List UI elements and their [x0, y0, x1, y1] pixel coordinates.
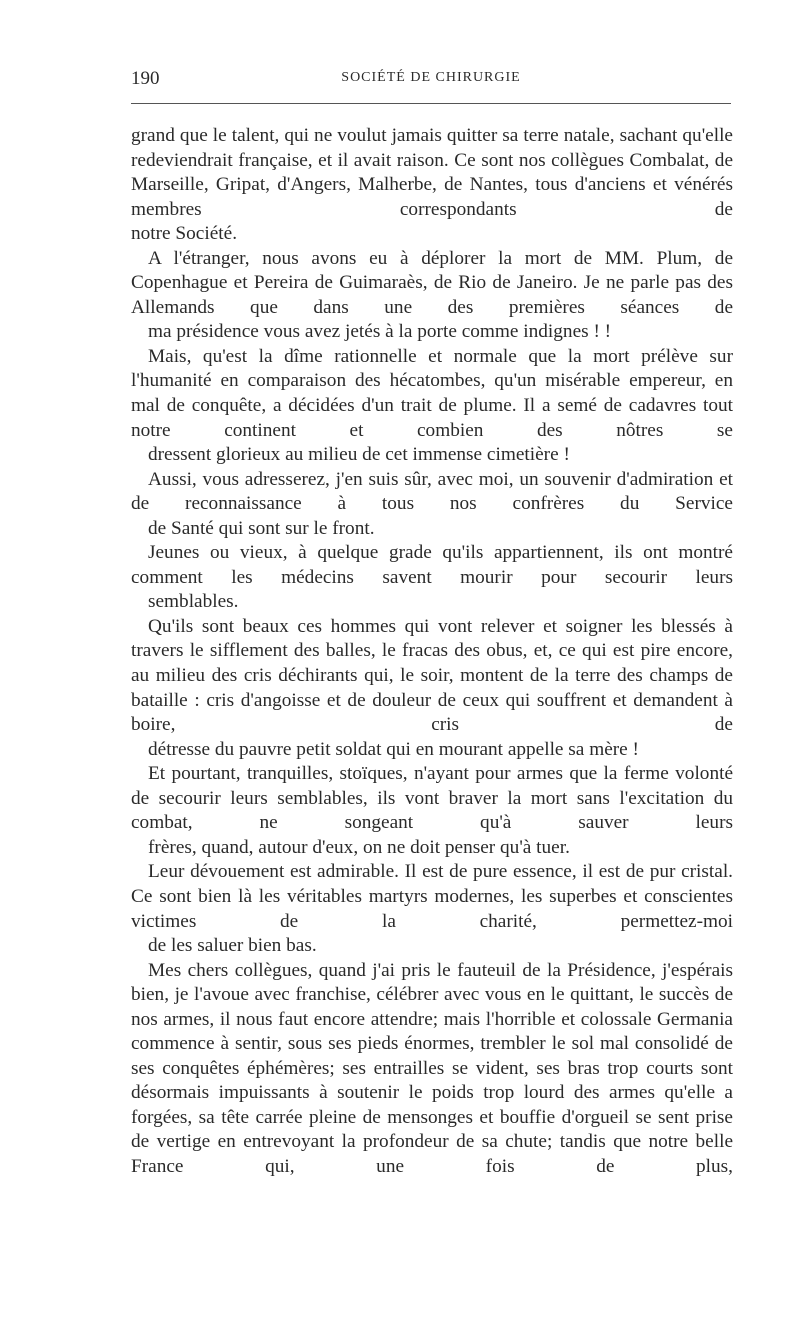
paragraph — [131, 124, 733, 247]
page-number: 190 — [131, 68, 160, 89]
paragraph-text: Qu'ils sont beaux ces hommes qui vont relever et soigner les blessés à travers le sifflement des balles, le fracas des obus, et, ce qui est pire encore, au milieu des cris déchirants qui, le soir, montent de la terre des champs de bataille : cris d'angoisse et de douleur de ceux qui souffrent et demandent à boire, cris de — [131, 615, 733, 736]
paragraph-text: grand que le talent, qui ne voulut jamais quitter sa terre natale, sachant qu'elle redeviendrait française, et il avait raison. Ce sont nos collègues Combalat, de Marseille, Gripat, d'Angers, Malherbe, de Nantes, tous d'anciens et vénérés membres correspondants de — [131, 125, 733, 220]
header-rule — [131, 103, 731, 104]
paragraph-last-line: semblables. — [148, 591, 239, 613]
paragraph-text: Jeunes ou vieux, à quelque grade qu'ils appartiennent, ils ont montré comment les médecins savent mourir pour secourir leurs — [131, 542, 733, 588]
paragraph-last-line: de les saluer bien bas. — [148, 935, 317, 957]
paragraph — [131, 615, 733, 762]
paragraph-text: Mais, qu'est la dîme rationnelle et normale que la mort prélève sur l'humanité en comparaison des hécatombes, qu'un misérable empereur, en mal de conquête, a décidées d'un trait de plume. Il a semé de cadavres tout notre continent et combien des nôtres se — [131, 345, 733, 441]
paragraph — [131, 860, 733, 958]
paragraph-last-line: de Santé qui sont sur le front. — [148, 517, 375, 539]
paragraph — [131, 959, 733, 1180]
paragraph-text: Aussi, vous adresserez, j'en suis sûr, avec moi, un souvenir d'admiration et de reconnaissance à tous nos confrères du Service — [131, 468, 733, 515]
body-text — [131, 124, 733, 1180]
paragraph — [131, 541, 733, 615]
paragraph-last-line: détresse du pauvre petit soldat qui en mourant appelle sa mère ! — [148, 738, 639, 760]
paragraph-text: Et pourtant, tranquilles, stoïques, n'ayant pour armes que la ferme volonté de secourir leurs semblables, ils vont braver la mort sans l'excitation du combat, ne songeant qu'à sauver leurs — [131, 763, 733, 834]
paragraph-text: Mes chers collègues, quand j'ai pris le fauteuil de la Présidence, j'espérais bien, je l'avoue avec franchise, célébrer avec vous en le quittant, le succès de nos armes, il nous faut encore attendre; mais l'horrible et colossale Germania commence à sentir, sous ses pieds énormes, trembler le sol mal consolidé de ses conquêtes éphémères; ses entrailles se vident, ses bras trop courts sont désormais impuissants à soutenir le poids trop lourd des armes qu'elle a forgées, sa tête carrée pleine de mensonges et bouffie d'orgueil se sent prise de vertige en entrevoyant la profondeur de sa chute; tandis que notre belle France qui, une fois de plus, — [131, 959, 733, 1177]
paragraph-last-line: notre Société. — [131, 223, 238, 245]
paragraph — [131, 247, 733, 345]
paragraph-text: Leur dévouement est admirable. Il est de pure essence, il est de pur cristal. Ce sont bien là les véritables martyrs modernes, les superbes et conscientes victimes de la charité, permettez-moi — [131, 861, 733, 932]
paragraph — [131, 345, 733, 468]
page-header — [131, 68, 731, 90]
paragraph-last-line: ma présidence vous avez jetés à la porte comme indignes ! ! — [148, 321, 612, 343]
paragraph — [131, 468, 733, 542]
running-title: SOCIÉTÉ DE CHIRURGIE — [341, 70, 521, 85]
paragraph — [131, 762, 733, 860]
paragraph-last-line: dressent glorieux au milieu de cet immense cimetière ! — [148, 444, 570, 466]
paragraph-last-line: frères, quand, autour d'eux, on ne doit penser qu'à tuer. — [148, 836, 570, 858]
paragraph-text: A l'étranger, nous avons eu à déplorer la mort de MM. Plum, de Copenhague et Pereira de Guimaraès, de Rio de Janeiro. Je ne parle pas des Allemands que dans une des premières séances de — [131, 247, 733, 318]
